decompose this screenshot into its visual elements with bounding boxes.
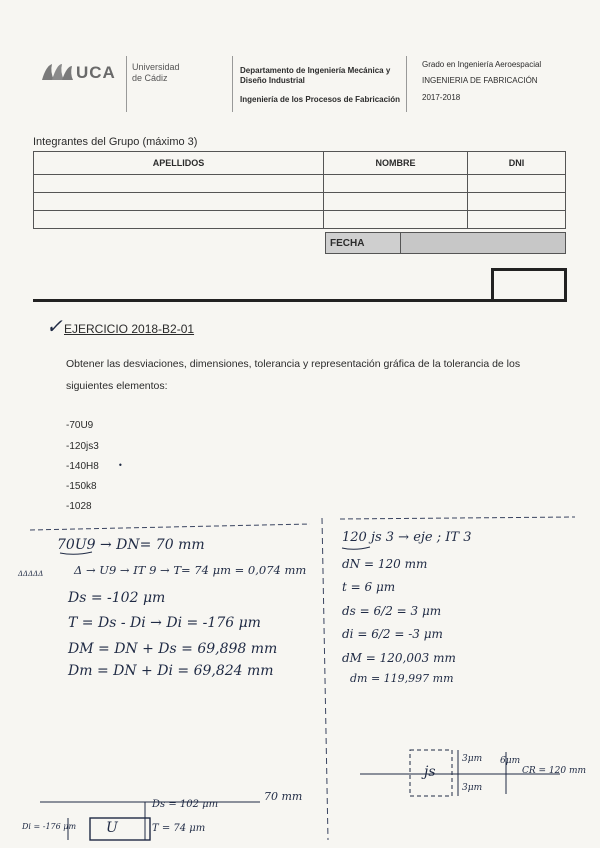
diagram-right-total: 6μm xyxy=(500,756,521,766)
hw-left-line-5: Dm = DN + Di = 69,824 mm xyxy=(68,663,274,679)
list-item: -1028 xyxy=(66,501,92,512)
hw-right-line-2: t = 6 μm xyxy=(342,580,396,594)
list-item: -70U9 xyxy=(66,420,94,431)
diagram-left-box-label: U xyxy=(106,820,118,836)
hw-right-line-4: di = 6/2 = -3 μm xyxy=(342,627,443,641)
group-title: Integrantes del Grupo (máximo 3) xyxy=(33,136,198,148)
department-line-2: Diseño Industrial xyxy=(240,76,305,85)
diagram-left-di: Di = -176 μm xyxy=(22,822,77,831)
subject-name: INGENIERIA DE FABRICACIÓN xyxy=(422,76,538,85)
university-name: Universidad xyxy=(132,62,180,72)
exercise-title: EJERCICIO 2018-B2-01 xyxy=(64,322,195,336)
course-name: Ingeniería de los Procesos de Fabricación xyxy=(240,95,401,104)
list-item: -140H8 xyxy=(66,461,99,472)
hw-left-line-2: Ds = -102 μm xyxy=(68,590,166,606)
list-item: -120js3 xyxy=(66,441,99,452)
diagram-right-upper: 3μm xyxy=(462,754,483,764)
col-dni: DNI xyxy=(468,152,566,175)
fecha-label: FECHA xyxy=(325,232,401,254)
col-nombre: NOMBRE xyxy=(324,152,468,175)
degree-name: Grado en Ingeniería Aeroespacial xyxy=(422,60,542,69)
department-line-1: Departamento de Ingeniería Mecánica y xyxy=(240,66,391,75)
exercise-statement-1: Obtener las desviaciones, dimensiones, tolerancia y representación gráfica de la tolerancia de los xyxy=(66,358,521,370)
diagram-right-lower: 3μm xyxy=(462,783,483,793)
hw-right-line-5: dM = 120,003 mm xyxy=(342,651,456,665)
university-city: de Cádiz xyxy=(132,73,168,83)
logo-text: UCA xyxy=(76,63,116,82)
diagram-right-cr: CR = 120 mm xyxy=(522,766,587,776)
hw-left-line-3: T = Ds - Di → Di = -176 μm xyxy=(68,615,261,631)
checkmark-icon: ✓ xyxy=(46,314,63,338)
item-mark: • xyxy=(118,461,123,470)
hw-left-line-1: Δ → U9 → IT 9 → T= 74 μm = 0,074 mm xyxy=(74,563,307,577)
diagram-left-t: T = 74 μm xyxy=(152,823,206,834)
hw-left-heading: 70U9 → DN= 70 mm xyxy=(57,537,205,553)
list-item: -150k8 xyxy=(66,481,97,492)
hw-right-line-6: dm = 119,997 mm xyxy=(350,672,454,685)
hw-margin-note: ΔΔΔΔΔ xyxy=(18,570,44,578)
academic-year: 2017-2018 xyxy=(422,93,461,102)
hw-right-line-1: dN = 120 mm xyxy=(342,557,428,571)
diagram-right-box-label: js xyxy=(424,764,436,780)
exercise-statement-2: siguientes elementos: xyxy=(66,380,168,392)
col-apellidos: APELLIDOS xyxy=(34,152,324,175)
hw-left-line-4: DM = DN + Ds = 69,898 mm xyxy=(68,641,278,657)
diagram-left-ds: Ds = 102 μm xyxy=(152,799,219,810)
diagram-left-nominal: 70 mm xyxy=(264,790,303,803)
hw-right-heading: 120 js 3 → eje ; IT 3 xyxy=(342,530,472,545)
hw-right-line-3: ds = 6/2 = 3 μm xyxy=(342,604,442,618)
